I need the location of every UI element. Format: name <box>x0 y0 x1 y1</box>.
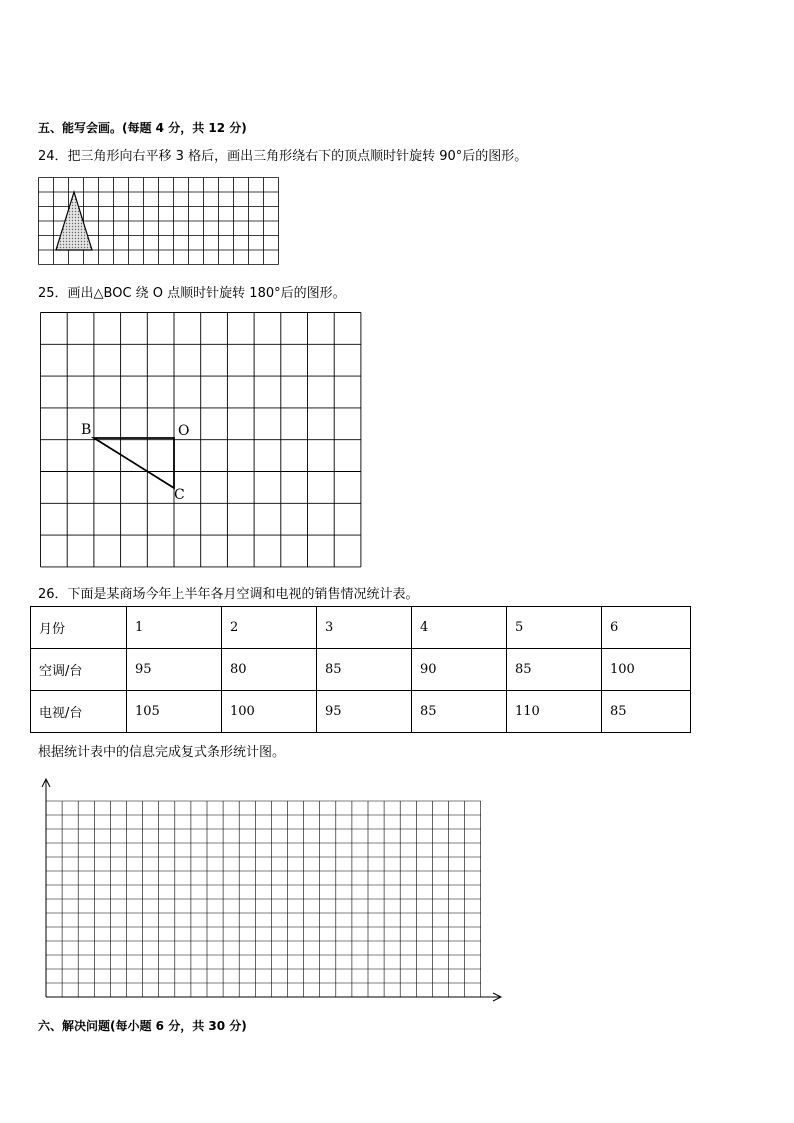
table-row <box>31 649 691 691</box>
label-o: O <box>178 423 190 439</box>
table-header-cell: 3 <box>317 607 412 649</box>
blank-bar-chart-grid <box>36 776 506 1006</box>
table-cell: 85 <box>317 649 412 691</box>
q24-grid <box>38 177 279 265</box>
table-header-cell: 月份 <box>31 607 127 649</box>
table-cell: 100 <box>222 691 317 733</box>
table-cell: 90 <box>412 649 507 691</box>
chart-instruction: 根据统计表中的信息完成复式条形统计图。 <box>38 745 286 760</box>
label-b: B <box>81 422 92 438</box>
table-cell: 85 <box>507 649 602 691</box>
table-cell: 105 <box>127 691 222 733</box>
label-c: C <box>174 487 185 503</box>
question-26-text: 26．下面是某商场今年上半年各月空调和电视的销售情况统计表。 <box>38 587 419 602</box>
table-cell: 空调/台 <box>31 649 127 691</box>
table-cell: 电视/台 <box>31 691 127 733</box>
triangle-boc <box>94 438 174 488</box>
table-cell: 85 <box>602 691 691 733</box>
sales-table <box>30 606 691 733</box>
table-header-cell: 6 <box>602 607 691 649</box>
table-header-cell: 2 <box>222 607 317 649</box>
table-cell: 80 <box>222 649 317 691</box>
table-header-cell: 1 <box>127 607 222 649</box>
table-cell: 100 <box>602 649 691 691</box>
table-header-cell: 4 <box>412 607 507 649</box>
table-cell: 95 <box>127 649 222 691</box>
table-cell: 110 <box>507 691 602 733</box>
question-25-text: 25．画出△BOC 绕 O 点顺时针旋转 180°后的图形。 <box>38 286 346 301</box>
table-cell: 95 <box>317 691 412 733</box>
q25-grid <box>40 312 361 567</box>
table-header-cell: 5 <box>507 607 602 649</box>
table-row <box>31 691 691 733</box>
table-cell: 85 <box>412 691 507 733</box>
table-row <box>31 607 691 649</box>
section-6-title: 六、解决问题(每小题 6 分，共 30 分) <box>38 1019 247 1033</box>
question-24-text: 24．把三角形向右平移 3 格后，画出三角形绕右下的顶点顺时针旋转 90°后的图形。 <box>38 149 528 164</box>
section-5-title: 五、能写会画。(每题 4 分，共 12 分) <box>38 121 247 135</box>
